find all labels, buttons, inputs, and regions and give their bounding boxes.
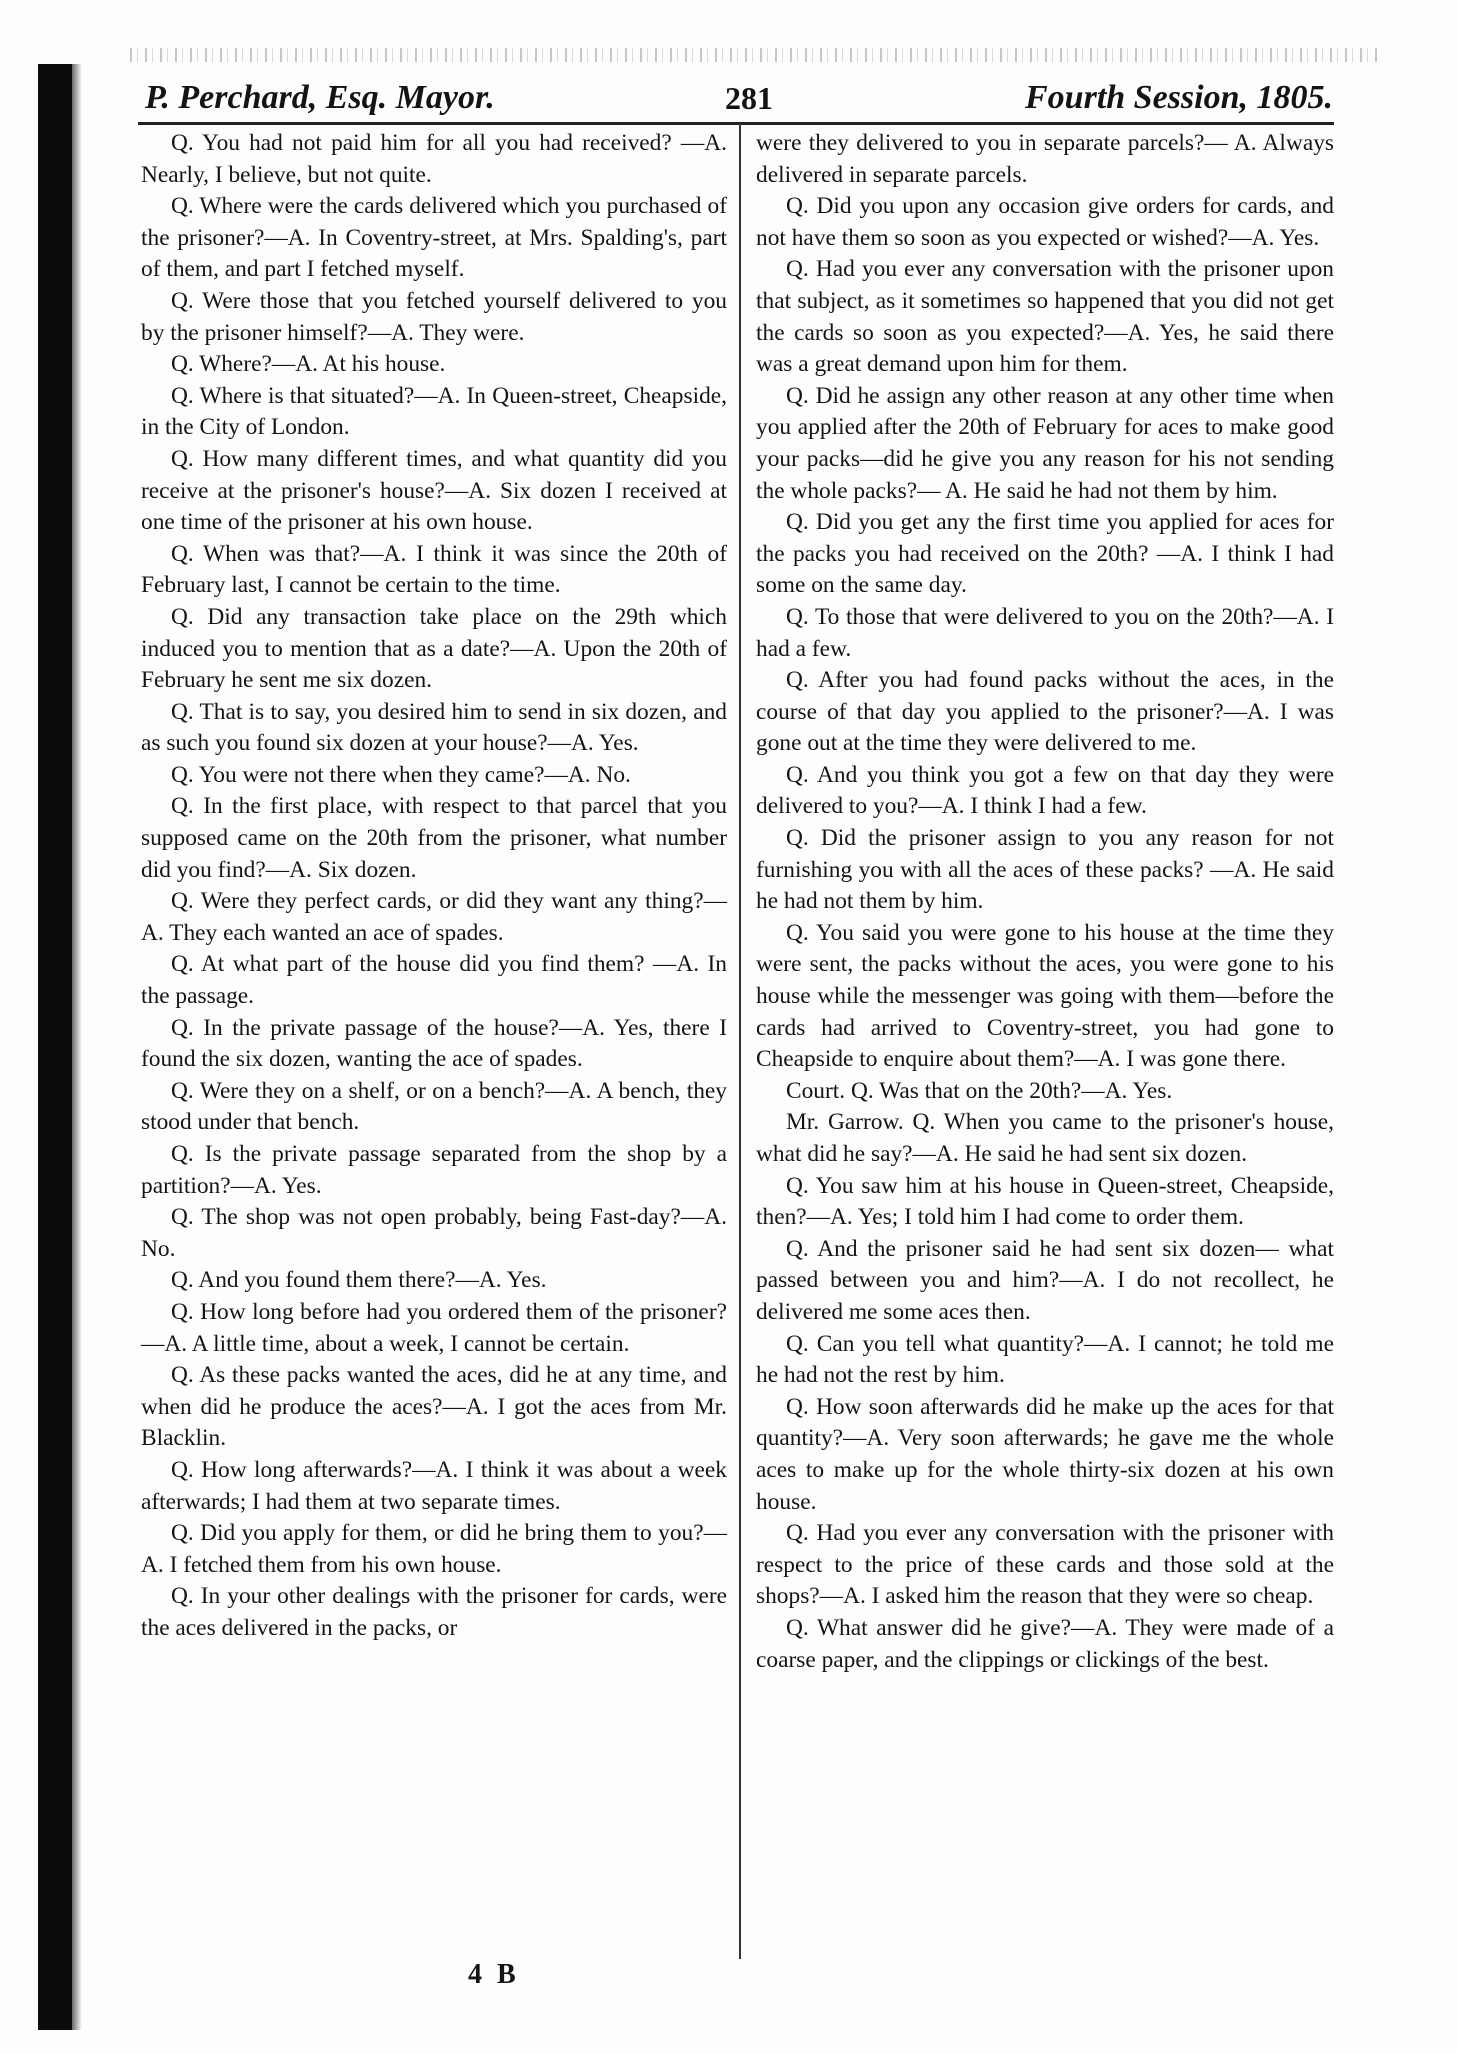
- paragraph: Q. And you think you got a few on that day they were delivered to you?—A. I think I had a few.: [756, 761, 1334, 820]
- paragraph: Q. After you had found packs without the aces, in the course of that day you applied to the prisoner?—A. I was gone out at the time they were delivered to me.: [756, 667, 1334, 757]
- paragraph: Q. Did he assign any other reason at any other time when you applied after the 20th of February for aces to make good your packs—did he give you any reason for his not sending the whole packs?— A. He said he had not them by him.: [756, 382, 1334, 504]
- paragraph: Q. You saw him at his house in Queen-street, Cheapside, then?—A. Yes; I told him I had come to order them.: [756, 1172, 1334, 1231]
- right-column: [756, 128, 1334, 1676]
- paragraph: Q. Did you upon any occasion give orders for cards, and not have them so soon as you expected or wished?—A. Yes.: [756, 193, 1334, 251]
- paragraph: Q. How many different times, and what quantity did you receive at the prisoner's house?—A. Six dozen I received at one time of the prisoner at his own house.: [141, 445, 727, 536]
- paragraph: Q. Had you ever any conversation with the prisoner upon that subject, as it sometimes so happened that you did not get the cards so soon as you expected?—A. Yes, he said there was a great demand upon him for them.: [756, 256, 1334, 378]
- paragraph: Q. In the private passage of the house?—A. Yes, there I found the six dozen, wanting the ace of spades.: [141, 1014, 727, 1073]
- paragraph: Q. That is to say, you desired him to send in six dozen, and as such you found six dozen at your house?—A. Yes.: [141, 698, 727, 757]
- paragraph: Q. Where?—A. At his house.: [171, 351, 446, 378]
- paragraph: Q. Did the prisoner assign to you any reason for not furnishing you with all the aces of these packs? —A. He said he had not them by him.: [756, 825, 1334, 915]
- paragraph: Q. How soon afterwards did he make up the aces for that quantity?—A. Very soon afterwards; he gave me the whole aces to make up for the whole thirty-six dozen at his own house.: [756, 1393, 1334, 1515]
- column-divider: [739, 124, 741, 1959]
- paragraph: Q. And you found them there?—A. Yes.: [171, 1267, 547, 1294]
- header-mayor: P. Perchard, Esq. Mayor.: [145, 79, 495, 116]
- paragraph: Q. To those that were delivered to you on the 20th?—A. I had a few.: [756, 603, 1334, 662]
- paragraph: Q. You were not there when they came?—A. No.: [171, 761, 631, 788]
- paragraph: Q. Did any transaction take place on the 29th which induced you to mention that as a date?—A. Upon the 20th of February he sent me six dozen.: [141, 603, 727, 694]
- paragraph: Q. And the prisoner said he had sent six dozen— what passed between you and him?—A. I do not recollect, he delivered me some aces then.: [756, 1235, 1334, 1325]
- book-spine-shadow: [38, 64, 72, 2030]
- paragraph: were they delivered to you in separate parcels?— A. Always delivered in separate parcels.: [756, 130, 1334, 188]
- left-column: [141, 128, 727, 1645]
- running-header: [145, 76, 1333, 120]
- paragraph: Q. In the first place, with respect to that parcel that you supposed came on the 20th from the prisoner, what number did you find?—A. Six dozen.: [141, 793, 727, 883]
- paragraph: Q. At what part of the house did you find them? —A. In the passage.: [141, 951, 727, 1010]
- paragraph: Q. Did you get any the first time you applied for aces for the packs you had received on the 20th? —A. I think I had some on the same day.: [756, 509, 1334, 599]
- page-number: 281: [725, 80, 773, 116]
- paragraph: Q. Had you ever any conversation with the prisoner with respect to the price of these cards and those sold at the shops?—A. I asked him the reason that they were so cheap.: [756, 1520, 1334, 1610]
- paragraph: Court. Q. Was that on the 20th?—A. Yes.: [786, 1077, 1173, 1104]
- paragraph: Q. You said you were gone to his house at the time they were sent, the packs without the aces, you were gone to his house while the messenger was going with them—before the cards had arrived to Coventry-street, you had gone to Cheapside to enquire about them?—A. I was gone there.: [756, 919, 1334, 1073]
- paragraph: Q. Were those that you fetched yourself delivered to you by the prisoner himself?—A. They were.: [141, 287, 727, 346]
- paragraph: Q. Is the private passage separated from the shop by a partition?—A. Yes.: [141, 1141, 727, 1199]
- paragraph: Q. Did you apply for them, or did he bring them to you?—A. I fetched them from his own house.: [141, 1520, 727, 1578]
- gutter-gradient: [72, 64, 82, 2030]
- paragraph: Q. Where were the cards delivered which you purchased of the prisoner?—A. In Coventry-street, at Mrs. Spalding's, part of them, and part I fetched myself.: [141, 193, 727, 283]
- paragraph: Q. Were they on a shelf, or on a bench?—A. A bench, they stood under that bench.: [141, 1077, 727, 1136]
- bleed-through-noise: [130, 48, 1380, 62]
- paragraph: Q. You had not paid him for all you had received? —A. Nearly, I believe, but not quite.: [141, 130, 727, 188]
- paragraph: Mr. Garrow. Q. When you came to the prisoner's house, what did he say?—A. He said he had sent six dozen.: [756, 1109, 1334, 1167]
- header-session: Fourth Session, 1805.: [1025, 79, 1333, 116]
- paragraph: Q. What answer did he give?—A. They were made of a coarse paper, and the clippings or clickings of the best.: [756, 1614, 1334, 1673]
- paragraph: Q. Were they perfect cards, or did they want any thing?—A. They each wanted an ace of spades.: [141, 888, 727, 946]
- signature-mark: 4 B: [468, 1959, 520, 1990]
- header-rule: [138, 122, 1334, 125]
- paragraph: Q. Can you tell what quantity?—A. I cannot; he told me he had not the rest by him.: [756, 1330, 1334, 1389]
- paragraph: Q. The shop was not open probably, being Fast-day?—A. No.: [141, 1204, 727, 1262]
- paragraph: Q. When was that?—A. I think it was since the 20th of February last, I cannot be certain to the time.: [141, 540, 727, 599]
- paragraph: Q. How long afterwards?—A. I think it was about a week afterwards; I had them at two separate times.: [141, 1456, 727, 1515]
- paragraph: Q. How long before had you ordered them of the prisoner?—A. A little time, about a week, I cannot be certain.: [141, 1298, 727, 1357]
- paragraph: Q. As these packs wanted the aces, did he at any time, and when did he produce the aces?—A. I got the aces from Mr. Blacklin.: [141, 1362, 727, 1452]
- paragraph: Q. Where is that situated?—A. In Queen-street, Cheapside, in the City of London.: [141, 382, 727, 441]
- paragraph: Q. In your other dealings with the prisoner for cards, were the aces delivered in the packs, or: [141, 1583, 727, 1641]
